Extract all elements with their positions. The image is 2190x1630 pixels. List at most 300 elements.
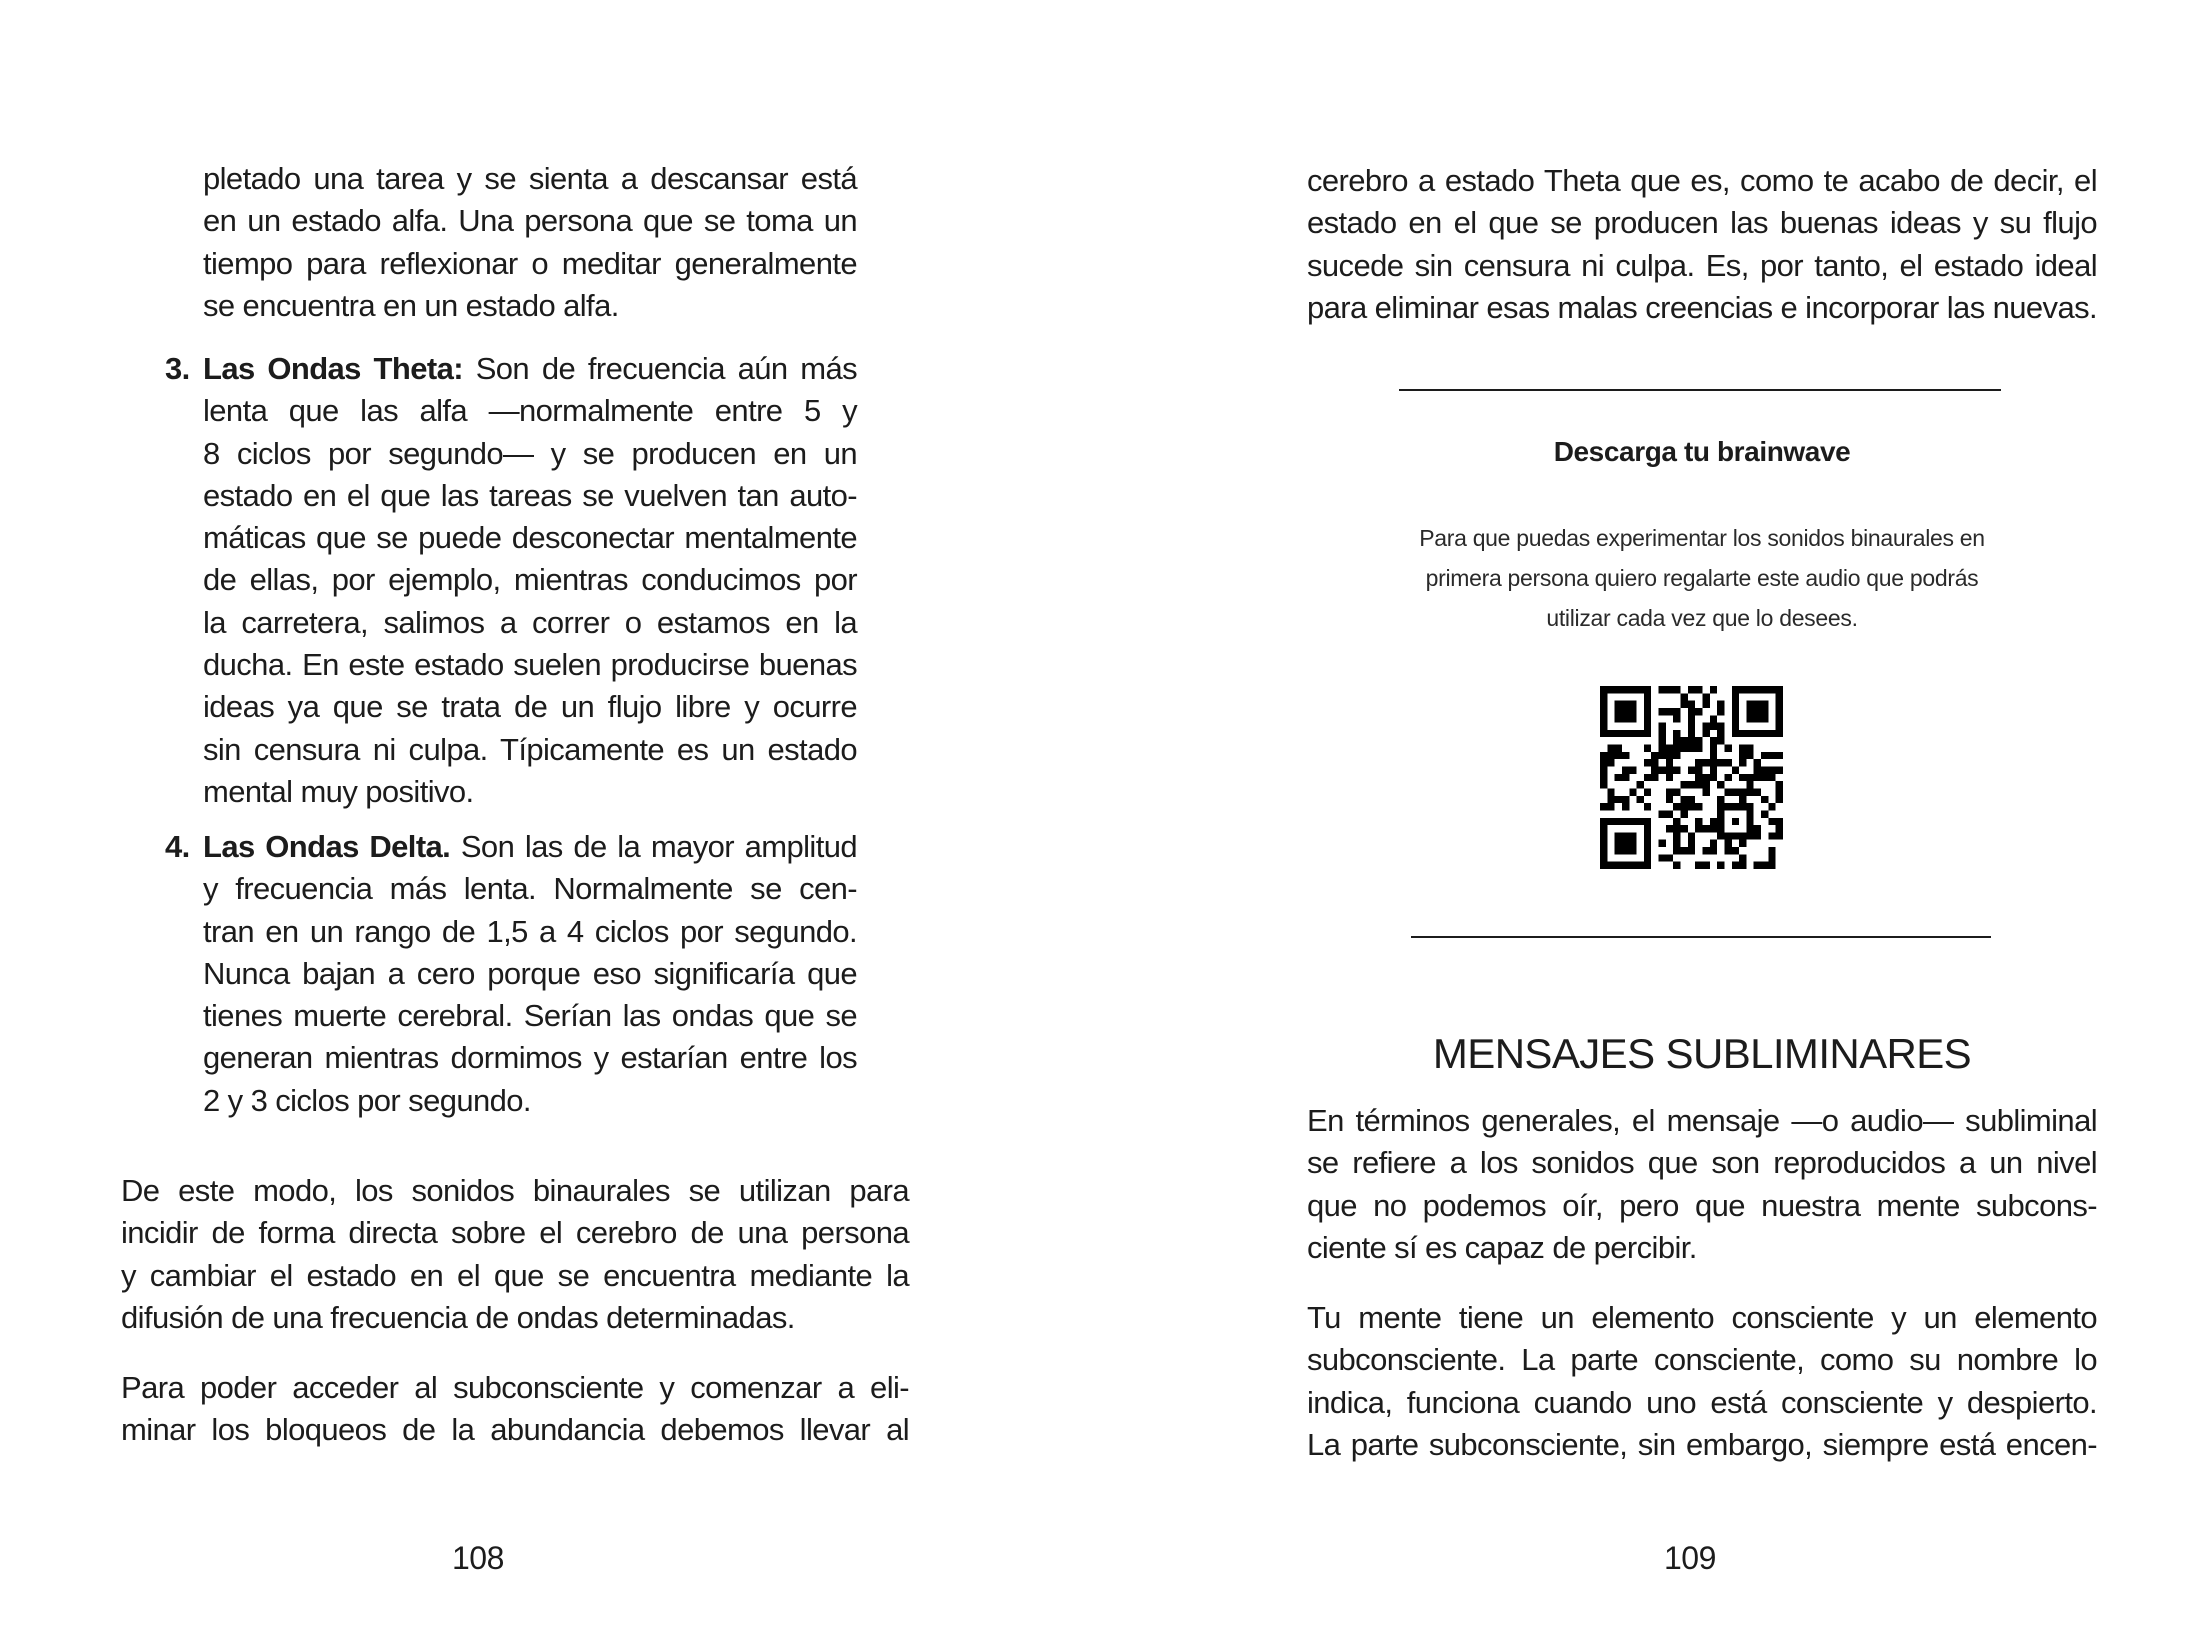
right-page	[1095, 0, 2190, 1630]
qr-module	[1710, 840, 1717, 847]
term-label: Las Ondas Delta.	[203, 829, 451, 864]
text-line: y frecuencia más lenta. Normalmente se cen-	[203, 871, 857, 907]
qr-module	[1768, 847, 1775, 854]
qr-module	[1659, 840, 1666, 847]
text-line: ciente sí es capaz de percibir.	[1307, 1229, 1697, 1265]
qr-module	[1681, 847, 1688, 854]
qr-module	[1673, 825, 1680, 832]
qr-module	[1732, 730, 1739, 737]
text-line: pletado una tarea y se sienta a descansar está	[203, 161, 857, 196]
qr-module	[1673, 832, 1680, 839]
qr-module	[1673, 818, 1680, 825]
qr-module	[1600, 701, 1607, 708]
qr-module	[1629, 730, 1636, 737]
qr-module	[1702, 788, 1709, 795]
qr-module	[1644, 854, 1651, 861]
qr-module	[1607, 788, 1614, 795]
qr-module	[1622, 803, 1629, 810]
qr-module	[1717, 723, 1724, 730]
text-line: Nunca bajan a cero porque eso significaría que	[203, 955, 857, 991]
qr-module	[1710, 759, 1717, 766]
qr-module	[1600, 693, 1607, 700]
qr-module	[1637, 796, 1644, 803]
qr-module	[1761, 810, 1768, 817]
qr-module	[1688, 767, 1695, 774]
qr-module	[1710, 767, 1717, 774]
qr-module	[1776, 730, 1783, 737]
qr-module	[1681, 745, 1688, 752]
qr-module	[1695, 737, 1702, 744]
qr-module	[1710, 745, 1717, 752]
text-line: Para poder acceder al subconsciente y comenzar a eli-	[121, 1370, 909, 1405]
qr-module	[1615, 730, 1622, 737]
text-line: sucede sin censura ni culpa. Es, por tanto, el estado ideal	[1307, 247, 2097, 283]
qr-module	[1732, 723, 1739, 730]
qr-module	[1695, 862, 1702, 869]
qr-module	[1702, 730, 1709, 737]
qr-module	[1629, 701, 1636, 708]
continuation-paragraph	[203, 158, 857, 327]
qr-module	[1688, 686, 1695, 693]
text-line	[203, 348, 857, 390]
text-line	[203, 826, 857, 868]
text-line: ducha. En este estado suelen producirse buenas	[203, 647, 857, 683]
list-number: 3.	[165, 351, 190, 386]
qr-module	[1622, 847, 1629, 854]
qr-module	[1746, 803, 1753, 810]
qr-module	[1732, 788, 1739, 795]
qr-module	[1724, 803, 1731, 810]
qr-module	[1659, 854, 1666, 861]
qr-module	[1717, 701, 1724, 708]
qr-code-icon[interactable]	[1600, 686, 1783, 869]
qr-module	[1651, 752, 1658, 759]
qr-module	[1739, 759, 1746, 766]
qr-module	[1644, 788, 1651, 795]
qr-module	[1637, 862, 1644, 869]
qr-module	[1666, 774, 1673, 781]
qr-module	[1681, 825, 1688, 832]
qr-module	[1607, 818, 1614, 825]
qr-module	[1768, 862, 1775, 869]
qr-module	[1695, 774, 1702, 781]
qr-module	[1776, 781, 1783, 788]
qr-module	[1739, 730, 1746, 737]
qr-module	[1688, 701, 1695, 708]
text-line: tran en un rango de 1,5 a 4 ciclos por segundo.	[203, 913, 857, 949]
text-line: De este modo, los sonidos binaurales se utilizan para	[121, 1173, 909, 1208]
qr-module	[1615, 862, 1622, 869]
qr-module	[1761, 708, 1768, 715]
qr-module	[1768, 803, 1775, 810]
qr-module	[1637, 730, 1644, 737]
qr-module	[1695, 767, 1702, 774]
qr-module	[1607, 752, 1614, 759]
qr-module	[1768, 730, 1775, 737]
text-line: se refiere a los sonidos que son reproducidos a un nivel	[1307, 1145, 2097, 1181]
qr-module	[1629, 818, 1636, 825]
qr-module	[1607, 796, 1614, 803]
qr-module	[1600, 730, 1607, 737]
qr-module	[1622, 862, 1629, 869]
qr-module	[1702, 723, 1709, 730]
qr-module	[1768, 774, 1775, 781]
qr-module	[1644, 708, 1651, 715]
qr-module	[1754, 730, 1761, 737]
qr-module	[1710, 737, 1717, 744]
qr-module	[1600, 767, 1607, 774]
qr-module	[1688, 708, 1695, 715]
divider-top	[1399, 389, 2001, 391]
qr-module	[1695, 686, 1702, 693]
continuation-paragraph	[1307, 160, 2097, 329]
qr-module	[1739, 840, 1746, 847]
qr-module	[1659, 767, 1666, 774]
list-item-body	[203, 348, 857, 813]
download-box-title: Descarga tu brainwave	[1553, 436, 1851, 467]
qr-module	[1681, 796, 1688, 803]
qr-module	[1615, 745, 1622, 752]
qr-module	[1702, 774, 1709, 781]
text-line: estado en el que se producen las buenas ideas y su flujo	[1307, 205, 2097, 241]
qr-module	[1746, 701, 1753, 708]
qr-module	[1776, 832, 1783, 839]
qr-module	[1768, 767, 1775, 774]
qr-module	[1659, 745, 1666, 752]
qr-module	[1695, 781, 1702, 788]
qr-module	[1746, 774, 1753, 781]
text-line: utilizar cada vez que lo desees.	[1546, 605, 1858, 631]
qr-module	[1644, 825, 1651, 832]
qr-module	[1739, 752, 1746, 759]
list-number: 4.	[165, 829, 190, 864]
qr-module	[1673, 730, 1680, 737]
qr-module	[1615, 752, 1622, 759]
qr-module	[1739, 803, 1746, 810]
qr-module	[1724, 745, 1731, 752]
qr-module	[1688, 781, 1695, 788]
qr-module	[1710, 752, 1717, 759]
qr-module	[1681, 701, 1688, 708]
qr-module	[1754, 715, 1761, 722]
text-line: En términos generales, el mensaje —o audio— subliminal	[1307, 1103, 2097, 1138]
qr-module	[1600, 825, 1607, 832]
qr-module	[1644, 832, 1651, 839]
qr-module	[1666, 708, 1673, 715]
qr-module	[1666, 825, 1673, 832]
qr-module	[1724, 788, 1731, 795]
qr-module	[1732, 715, 1739, 722]
qr-module	[1702, 701, 1709, 708]
qr-module	[1659, 810, 1666, 817]
text-line: se encuentra en un estado alfa.	[203, 287, 619, 323]
qr-module	[1666, 686, 1673, 693]
download-box-text	[1357, 518, 2047, 638]
qr-module	[1754, 701, 1761, 708]
text-line: tiempo para reflexionar o meditar generalmente	[203, 245, 857, 281]
qr-module	[1768, 752, 1775, 759]
qr-module	[1761, 767, 1768, 774]
qr-module	[1739, 862, 1746, 869]
qr-module	[1607, 862, 1614, 869]
qr-module	[1673, 737, 1680, 744]
text-line: 2 y 3 ciclos por segundo.	[203, 1082, 531, 1118]
qr-module	[1659, 730, 1666, 737]
qr-module	[1600, 847, 1607, 854]
qr-module	[1673, 708, 1680, 715]
qr-module	[1666, 745, 1673, 752]
qr-module	[1732, 693, 1739, 700]
list-item-body	[203, 826, 857, 1122]
qr-module	[1688, 847, 1695, 854]
paragraph	[1307, 1100, 2097, 1269]
qr-module	[1644, 847, 1651, 854]
qr-module	[1695, 759, 1702, 766]
divider-bottom	[1411, 936, 1991, 938]
qr-module	[1710, 818, 1717, 825]
qr-module	[1754, 708, 1761, 715]
qr-module	[1622, 686, 1629, 693]
qr-module	[1622, 708, 1629, 715]
qr-module	[1615, 847, 1622, 854]
qr-module	[1746, 788, 1753, 795]
qr-module	[1768, 818, 1775, 825]
qr-module	[1644, 715, 1651, 722]
qr-module	[1732, 862, 1739, 869]
qr-module	[1739, 686, 1746, 693]
text-line: máticas que se puede desconectar mentalmente	[203, 520, 857, 556]
qr-module	[1651, 774, 1658, 781]
qr-module	[1673, 847, 1680, 854]
qr-module	[1607, 745, 1614, 752]
qr-module	[1717, 862, 1724, 869]
qr-module	[1768, 686, 1775, 693]
qr-module	[1732, 767, 1739, 774]
qr-module	[1768, 854, 1775, 861]
qr-module	[1710, 686, 1717, 693]
qr-module	[1666, 759, 1673, 766]
qr-module	[1746, 715, 1753, 722]
qr-module	[1761, 796, 1768, 803]
qr-module	[1776, 825, 1783, 832]
qr-module	[1681, 803, 1688, 810]
qr-module	[1746, 708, 1753, 715]
qr-module	[1695, 803, 1702, 810]
qr-module	[1776, 788, 1783, 795]
qr-module	[1629, 862, 1636, 869]
text-line: difusión de una frecuencia de ondas determinadas.	[121, 1299, 795, 1335]
qr-module	[1644, 759, 1651, 766]
qr-module	[1732, 847, 1739, 854]
qr-module	[1688, 730, 1695, 737]
text-line: estado en el que las tareas se vuelven tan auto-	[203, 477, 857, 513]
qr-module	[1644, 803, 1651, 810]
qr-module	[1644, 693, 1651, 700]
qr-module	[1607, 686, 1614, 693]
text-line: lenta que las alfa —normalmente entre 5 y	[203, 393, 857, 429]
qr-module	[1673, 686, 1680, 693]
qr-module	[1746, 818, 1753, 825]
qr-module	[1761, 701, 1768, 708]
text-line: sin censura ni culpa. Típicamente es un estado	[203, 731, 857, 767]
qr-module	[1644, 774, 1651, 781]
qr-module	[1637, 818, 1644, 825]
qr-module	[1673, 803, 1680, 810]
qr-module	[1754, 788, 1761, 795]
qr-module	[1651, 759, 1658, 766]
text-line: que no podemos oír, pero que nuestra mente subcons-	[1307, 1187, 2097, 1223]
text-line: y cambiar el estado en el que se encuentra mediante la	[121, 1257, 909, 1293]
qr-module	[1702, 781, 1709, 788]
qr-module	[1761, 715, 1768, 722]
qr-module	[1622, 730, 1629, 737]
qr-module	[1776, 796, 1783, 803]
qr-module	[1600, 759, 1607, 766]
paragraph	[1307, 1297, 2097, 1466]
text-line: tienes muerte cerebral. Serían las ondas que se	[203, 998, 857, 1034]
qr-module	[1724, 759, 1731, 766]
qr-module	[1717, 818, 1724, 825]
qr-module	[1717, 737, 1724, 744]
qr-module	[1717, 781, 1724, 788]
qr-module	[1776, 818, 1783, 825]
qr-module	[1688, 832, 1695, 839]
qr-module	[1732, 686, 1739, 693]
qr-module	[1754, 832, 1761, 839]
qr-module	[1666, 788, 1673, 795]
text-line: de ellas, por ejemplo, mientras conducimos por	[203, 562, 857, 598]
qr-module	[1710, 825, 1717, 832]
qr-module	[1651, 767, 1658, 774]
qr-module	[1710, 847, 1717, 854]
qr-module	[1644, 730, 1651, 737]
qr-module	[1717, 803, 1724, 810]
qr-module	[1644, 862, 1651, 869]
qr-module	[1673, 767, 1680, 774]
qr-module	[1622, 796, 1629, 803]
text-line: minar los bloqueos de la abundancia debemos llevar al	[121, 1412, 909, 1448]
qr-module	[1622, 715, 1629, 722]
page-number: 108	[452, 1540, 504, 1576]
qr-module	[1717, 832, 1724, 839]
qr-module	[1724, 840, 1731, 847]
qr-module	[1717, 810, 1724, 817]
qr-module	[1629, 686, 1636, 693]
qr-module	[1702, 847, 1709, 854]
qr-module	[1615, 774, 1622, 781]
qr-module	[1622, 840, 1629, 847]
qr-module	[1746, 752, 1753, 759]
qr-module	[1673, 788, 1680, 795]
qr-module	[1776, 701, 1783, 708]
qr-module	[1702, 825, 1709, 832]
qr-module	[1659, 752, 1666, 759]
paragraph	[121, 1170, 909, 1339]
qr-module	[1644, 686, 1651, 693]
qr-module	[1600, 715, 1607, 722]
qr-module	[1673, 840, 1680, 847]
qr-module	[1732, 803, 1739, 810]
qr-module	[1739, 745, 1746, 752]
qr-module	[1688, 796, 1695, 803]
qr-module	[1681, 781, 1688, 788]
qr-module	[1724, 832, 1731, 839]
qr-module	[1600, 818, 1607, 825]
qr-module	[1666, 796, 1673, 803]
qr-module	[1666, 752, 1673, 759]
qr-module	[1761, 686, 1768, 693]
qr-module	[1754, 759, 1761, 766]
qr-module	[1754, 686, 1761, 693]
qr-module	[1717, 796, 1724, 803]
qr-module	[1695, 708, 1702, 715]
qr-module	[1615, 840, 1622, 847]
qr-module	[1673, 862, 1680, 869]
qr-module	[1673, 745, 1680, 752]
qr-module	[1739, 788, 1746, 795]
qr-module	[1746, 810, 1753, 817]
qr-module	[1746, 730, 1753, 737]
qr-module	[1739, 832, 1746, 839]
qr-module	[1695, 825, 1702, 832]
qr-module	[1746, 825, 1753, 832]
qr-module	[1615, 818, 1622, 825]
qr-module	[1659, 737, 1666, 744]
qr-module	[1688, 840, 1695, 847]
text-line: mental muy positivo.	[203, 773, 474, 809]
qr-module	[1644, 723, 1651, 730]
qr-module	[1666, 810, 1673, 817]
qr-module	[1666, 854, 1673, 861]
qr-module	[1754, 825, 1761, 832]
qr-module	[1629, 840, 1636, 847]
qr-module	[1724, 774, 1731, 781]
qr-module	[1607, 759, 1614, 766]
qr-module	[1754, 774, 1761, 781]
qr-module	[1600, 862, 1607, 869]
qr-module	[1637, 781, 1644, 788]
qr-module	[1644, 818, 1651, 825]
qr-module	[1600, 840, 1607, 847]
qr-module	[1695, 818, 1702, 825]
qr-module	[1615, 701, 1622, 708]
qr-module	[1629, 788, 1636, 795]
qr-module	[1622, 818, 1629, 825]
qr-module	[1600, 854, 1607, 861]
text-line: Tu mente tiene un elemento consciente y un elemento	[1307, 1300, 2097, 1335]
text-line: incidir de forma directa sobre el cerebro de una persona	[121, 1215, 909, 1251]
qr-module	[1615, 796, 1622, 803]
qr-module	[1629, 708, 1636, 715]
qr-module	[1761, 730, 1768, 737]
qr-module	[1776, 686, 1783, 693]
qr-module	[1710, 723, 1717, 730]
qr-module	[1732, 708, 1739, 715]
qr-module	[1600, 752, 1607, 759]
qr-module	[1607, 730, 1614, 737]
qr-module	[1600, 774, 1607, 781]
qr-module	[1622, 832, 1629, 839]
qr-module	[1695, 745, 1702, 752]
qr-module	[1681, 737, 1688, 744]
qr-module	[1622, 752, 1629, 759]
qr-module	[1754, 767, 1761, 774]
text-line: indica, funciona cuando uno está consciente y despierto.	[1307, 1384, 2097, 1420]
qr-module	[1746, 832, 1753, 839]
qr-module	[1644, 840, 1651, 847]
qr-module	[1746, 781, 1753, 788]
qr-module	[1615, 715, 1622, 722]
